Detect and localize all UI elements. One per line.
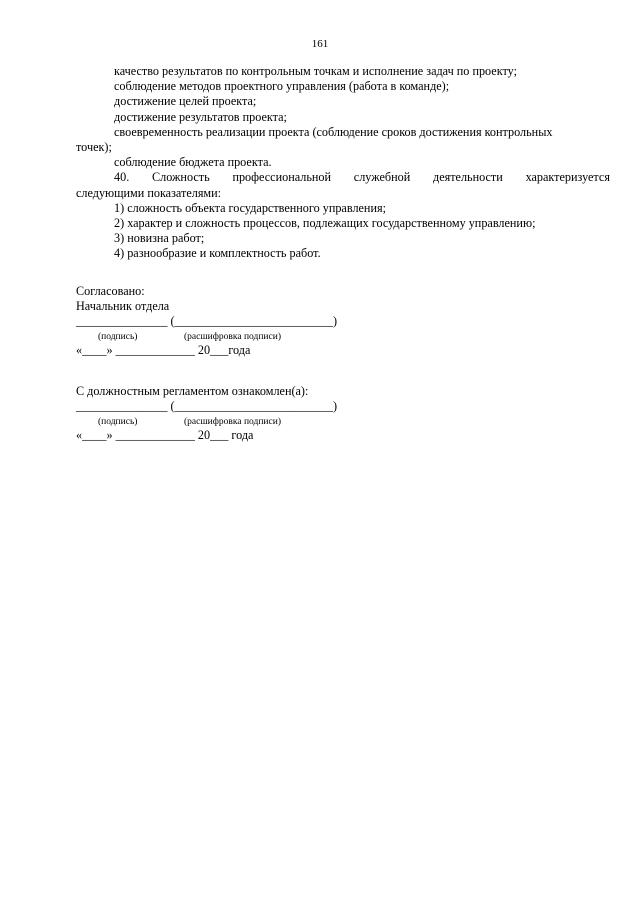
page-number: 161	[311, 38, 329, 50]
indicator-4: 4) разнообразие и комплектность работ.	[114, 246, 321, 261]
paragraph-40-word: деятельности	[433, 170, 503, 185]
criterion-results: достижение результатов проекта;	[114, 109, 287, 124]
indicator-3: 3) новизна работ;	[114, 231, 205, 246]
decoding-caption: (расшифровка подписи)	[184, 332, 281, 342]
approval-block	[76, 284, 376, 358]
familiarization-date-line: «____» _____________ 20___ года	[76, 428, 254, 442]
criterion-goals: достижение целей проекта;	[114, 94, 257, 109]
regulation-text	[76, 64, 610, 262]
approval-heading: Согласовано:	[76, 284, 145, 298]
approval-date-line: «____» _____________ 20___года	[76, 343, 251, 357]
criterion-quality: качество результатов по контрольным точкам и исполнение задач по проекту;	[114, 64, 517, 78]
familiarization-heading: С должностным регламентом ознакомлен(а):	[76, 384, 309, 398]
paragraph-40-word: профессиональной	[232, 170, 332, 185]
paragraph-40-word: 40.	[114, 170, 130, 185]
indicator-2: 2) характер и сложность процессов, подлежащих государственному управлению;	[114, 216, 536, 231]
decoding-caption: (расшифровка подписи)	[184, 417, 281, 427]
criterion-methods: соблюдение методов проектного управления (работа в команде);	[114, 79, 450, 94]
criterion-timeliness: своевременность реализации проекта (соблюдение сроков достижения контрольных	[114, 124, 553, 139]
paragraph-40-cont: следующими показателями:	[76, 185, 222, 200]
familiarization-captions	[76, 414, 376, 428]
familiarization-signature-line: _______________ (__________________________)	[76, 399, 338, 413]
signature-caption: (подпись)	[98, 332, 138, 342]
indicator-1: 1) сложность объекта государственного управления;	[114, 200, 386, 215]
paragraph-40-word: служебной	[353, 170, 411, 185]
familiarization-block	[76, 384, 376, 443]
approval-signature-line: _______________ (__________________________)	[76, 314, 338, 328]
signature-caption: (подпись)	[98, 417, 138, 427]
criterion-timeliness-cont: точек);	[76, 140, 112, 155]
criterion-budget: соблюдение бюджета проекта.	[114, 155, 272, 170]
paragraph-40-word: характеризуется	[525, 170, 610, 185]
paragraph-40	[76, 170, 610, 185]
approval-captions	[76, 329, 376, 343]
approval-position: Начальник отдела	[76, 299, 170, 313]
paragraph-40-word: Сложность	[152, 170, 210, 185]
